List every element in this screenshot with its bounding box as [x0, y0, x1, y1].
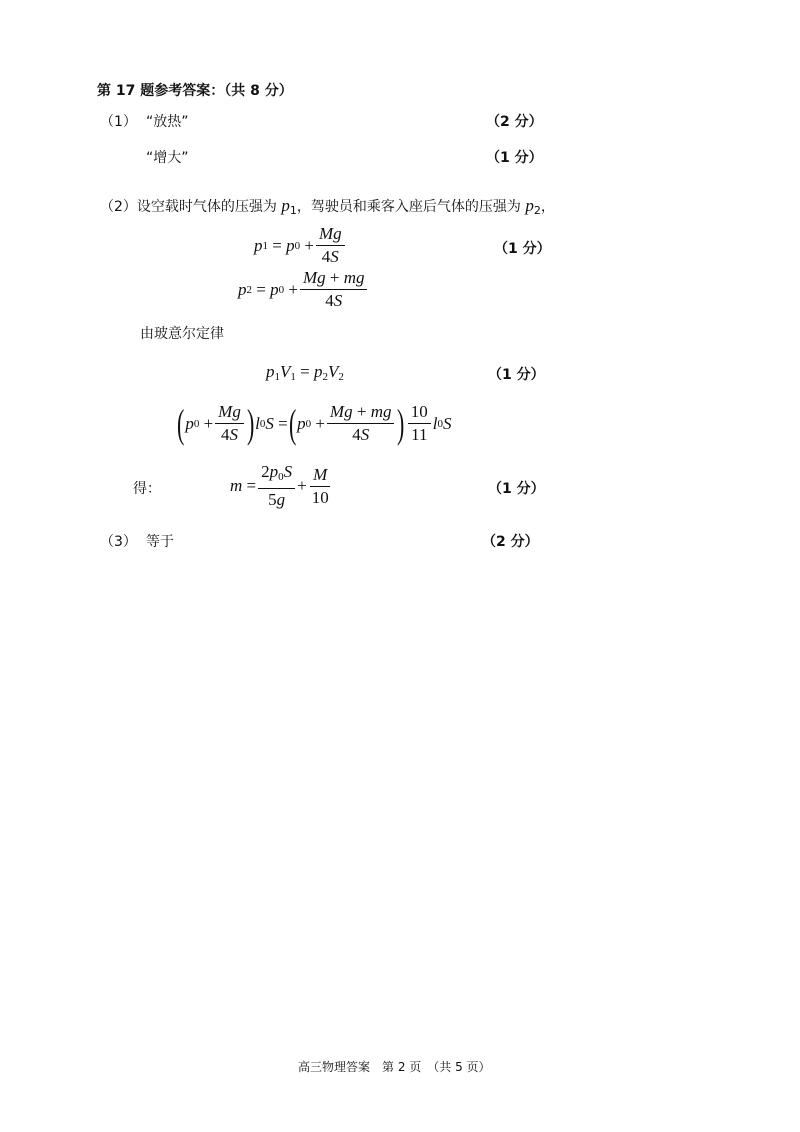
part3-answer: 等于 — [146, 534, 174, 550]
part1-label: （1） — [100, 114, 137, 130]
part2-intro: （2）设空载时气体的压强为 $p_1$，驾驶员和乘客入座后气体的压强为 $p_2$， — [100, 196, 555, 217]
equation-boyle: $p_1V_1 = p_2V_2$ — [266, 362, 344, 383]
part1-score-a: （2 分） — [486, 114, 543, 130]
equation-p2: p 2 = p 0 + $\frac{Mg + mg}{4S}$ — [238, 268, 369, 311]
equation-result: m = $\frac{2p_0S}{5g}$ + $\frac{M}{10}$ — [230, 462, 329, 509]
question-heading: 第 17 题参考答案：（共 8 分） — [97, 83, 293, 99]
page-footer: 高三物理答案 第 2 页 （共 5 页） — [298, 1060, 491, 1074]
part1-answer-b: “增大” — [146, 150, 189, 166]
part1-score-b: （1 分） — [486, 150, 543, 166]
result-label: 得： — [133, 481, 161, 497]
equation-substituted: ( p 0 + $\frac{Mg}{4S}$ ) l 0 S = ( p 0 + $\frac{Mg + mg}{4S}$ ) $\frac{10}{11}$ l 0 S — [176, 400, 452, 446]
part3-score: （2 分） — [482, 534, 539, 550]
result-score: （1 分） — [488, 481, 545, 497]
equation-boyle-score: （1 分） — [488, 367, 545, 383]
law-text: 由玻意尔定律 — [140, 326, 224, 342]
part3-label: （3） — [100, 534, 137, 550]
equation-p1-score: （1 分） — [494, 241, 551, 257]
equation-p1: p 1 = p 0 + $\frac{Mg}{4S}$ — [254, 224, 347, 267]
part1-answer-a: “放热” — [146, 114, 189, 130]
